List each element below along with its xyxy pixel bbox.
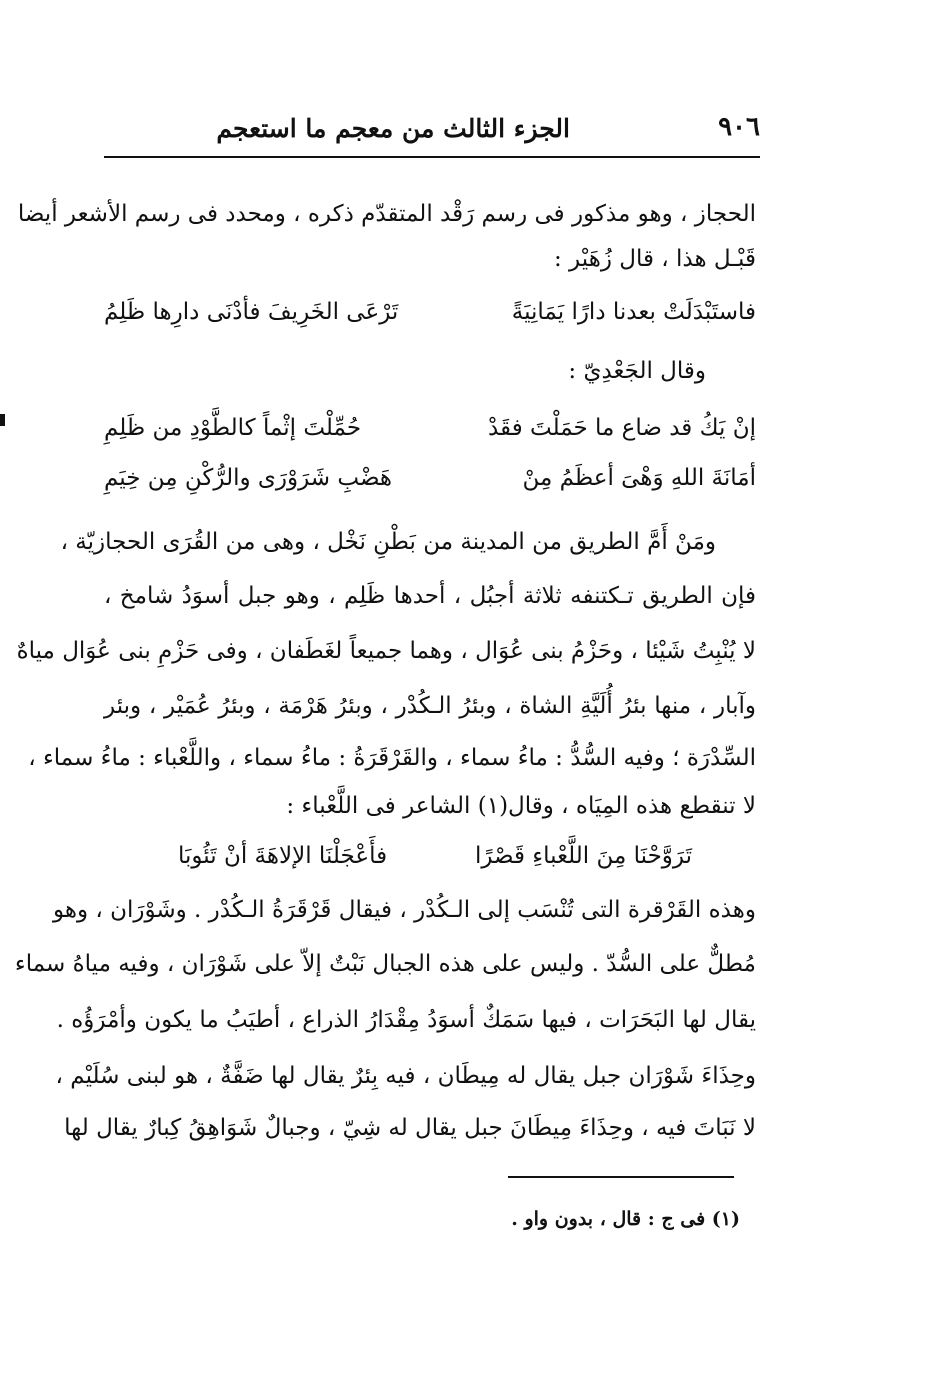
footnote: (١) فى ج : قال ، بدون واو . <box>511 1208 740 1230</box>
margin-mark <box>0 414 5 426</box>
verse-hemistich-second: حُمِّلْتَ إثْماً كالطَّوْدِ من ظَلِمِ <box>104 415 362 441</box>
running-title: الجزء الثالث من معجم ما استعجم <box>216 114 570 143</box>
text-line: وآبار ، منها بئرُ أُلَيَّةِ الشاة ، وبئرُ الـكُدْر ، وبئرُ هَرْمَة ، وبئرُ عُمَيْر ، وبئر <box>104 693 756 719</box>
verse-hemistich-first: تَرَوَّحْنَا مِنَ اللَّعْباءِ قَصْرًا <box>474 843 692 869</box>
page-number: ٩٠٦ <box>718 112 760 142</box>
verse-hemistich-first: إنْ يَكُ قد ضاع ما حَمَلْتَ فقَدْ <box>487 415 756 441</box>
text-line: يقال لها البَحَرَات ، فيها سَمَكٌ أسوَدُ مِقْدَارُ الذراع ، أطيَبُ ما يكون وأمْرَؤُه . <box>56 1007 756 1033</box>
text-line: وقال الجَعْدِيّ : <box>568 358 706 384</box>
header-rule <box>104 156 760 158</box>
verse-hemistich-second: هَضْبِ شَرَوْرَى والرُّكْنِ مِن خِيَمِ <box>104 465 393 491</box>
text-line: قَبْـل هذا ، قال زُهَيْر : <box>554 246 756 272</box>
text-line: فإن الطريق تـكتنفه ثلاثة أجبُل ، أحدها ظَلِم ، وهو جبل أسوَدُ شامخ ، <box>104 583 756 609</box>
verse-hemistich-second: تَرْعَى الخَرِيفَ فأدْنَى دارِها ظَلِمُ <box>104 299 399 325</box>
footnote-rule <box>508 1176 734 1178</box>
text-line: لا تنقطع هذه المِيَاه ، وقال(١) الشاعر فى اللَّعْباء : <box>286 793 756 819</box>
text-line: وهذه القَرْقرة التى تُنْسَب إلى الـكُدْر ، فيقال قَرْقَرَةُ الـكُدْر . وشَوْرَان ، وهو <box>52 897 756 923</box>
verse-line <box>104 410 756 446</box>
text-line: وحِذَاءَ شَوْرَان جبل يقال له مِيطَان ، فيه بِئرٌ يقال لها ضَفَّةٌ ، هو لبنى سُلَيْم ، <box>55 1063 756 1089</box>
text-line: الحجاز ، وهو مذكور فى رسم رَقْد المتقدّم ذكره ، ومحدد فى رسم الأشعر أيضا <box>17 201 756 227</box>
text-line: مُطلٌّ على السُّدّ . وليس على هذه الجبال نَبْتٌ إلاّ على شَوْرَان ، وفيه مياهُ سماء <box>14 951 756 977</box>
page-header <box>104 108 760 148</box>
verse-line <box>104 838 756 874</box>
verse-hemistich-first: فاستَبْدَلَتْ بعدنا دارًا يَمَانِيَةً <box>511 299 756 325</box>
text-line: ومَنْ أَمَّ الطريق من المدينة من بَطْنِ نَخْل ، وهى من القُرَى الحجازيّة ، <box>60 529 716 555</box>
verse-line <box>104 294 756 330</box>
text-line: لا يُنْبِتُ شَيْئا ، وحَزْمُ بنى عُوَال ، وهما جميعاً لغَطَفان ، وفى حَزْمِ بنى عُوَال مياهٌ <box>16 638 756 664</box>
verse-hemistich-second: فأَعْجَلْنَا الإلاهَةَ أنْ تَئُوبَا <box>178 843 388 869</box>
text-line: لا نَبَاتَ فيه ، وحِذَاءَ مِيطَانَ جبل يقال له شِيّ ، وجبالٌ شَوَاهِقُ كِبارٌ يقال لها <box>64 1115 756 1141</box>
verse-hemistich-first: أمَانَةَ اللهِ وَهْىَ أعظَمُ مِنْ <box>522 465 756 491</box>
verse-line <box>104 460 756 496</box>
text-line: السِّدْرَة ؛ وفيه السُّدُّ : ماءُ سماء ، والقَرْقَرَةُ : ماءُ سماء ، واللَّعْباء : ماءُ سماء ، <box>28 745 756 771</box>
